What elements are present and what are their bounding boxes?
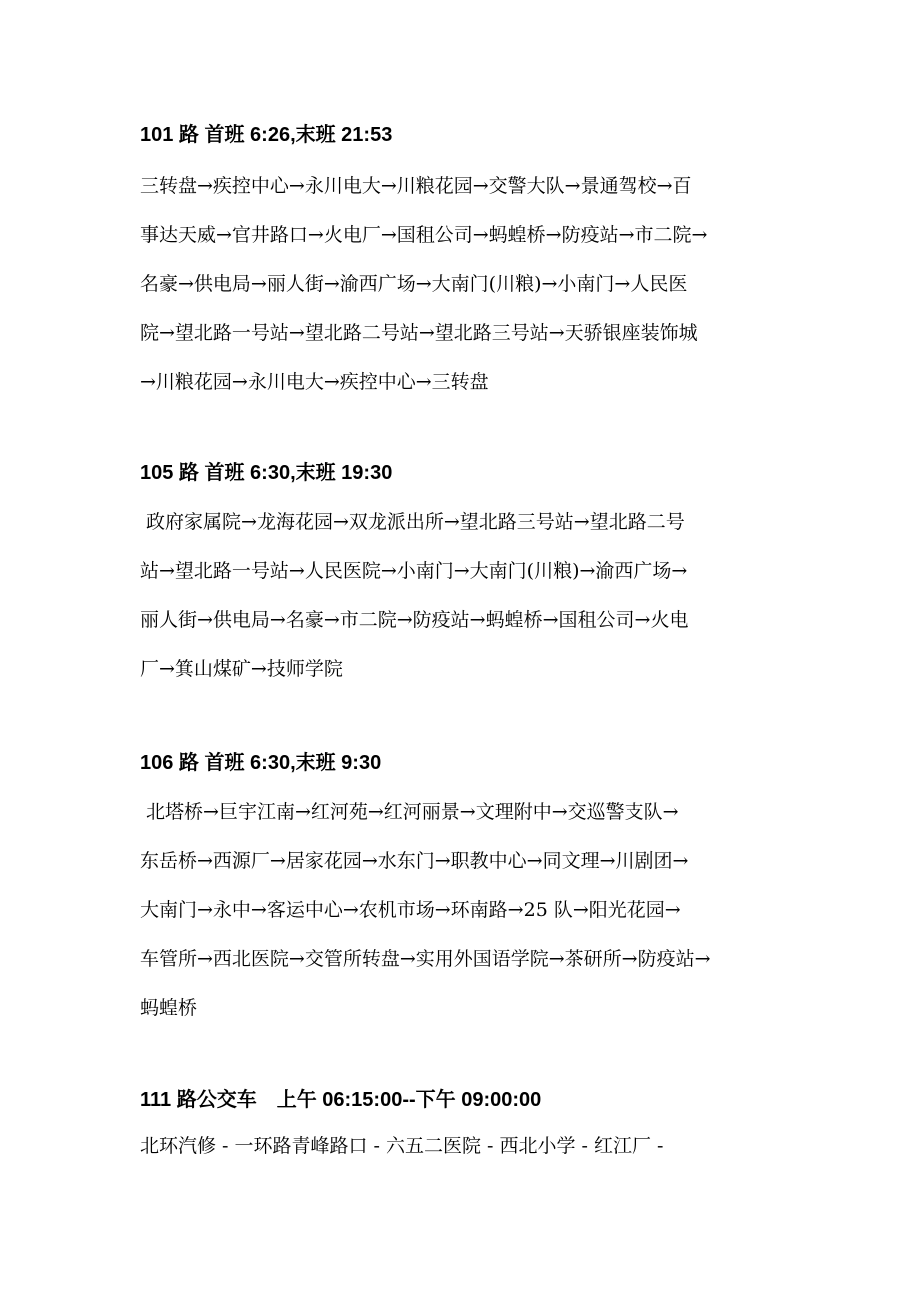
route-105-heading: 105 路 首班 6:30,末班 19:30: [140, 462, 393, 484]
route-105-line-2: 站→望北路一号站→人民医院→小南门→大南门(川粮)→渝西广场→: [140, 560, 688, 582]
route-111-stops: [140, 1122, 782, 1171]
route-111-line-1: 北环汽修 - 一环路青峰路口 - 六五二医院 - 西北小学 - 红江厂 -: [140, 1135, 664, 1157]
route-106-line-1: 北塔桥→巨宇江南→红河苑→红河丽景→文理附中→交巡警支队→: [140, 801, 679, 823]
route-106-heading: 106 路 首班 6:30,末班 9:30: [140, 752, 382, 774]
route-101-line-3: 名豪→供电局→丽人街→渝西广场→大南门(川粮)→小南门→人民医: [140, 273, 688, 295]
route-105-line-4: 厂→箕山煤矿→技师学院: [140, 658, 343, 680]
route-106-line-5: 蚂蝗桥: [140, 997, 198, 1019]
route-106-line-3: 大南门→永中→客运中心→农机市场→环南路→25 队→阳光花园→: [140, 899, 681, 921]
route-101-line-4: 院→望北路一号站→望北路二号站→望北路三号站→天骄银座装饰城: [140, 322, 698, 344]
route-101-heading: 101 路 首班 6:26,末班 21:53: [140, 124, 393, 146]
route-106-line-4: 车管所→西北医院→交管所转盘→实用外国语学院→茶研所→防疫站→: [140, 948, 711, 970]
route-101-stops: [140, 162, 782, 407]
route-101-line-2: 事达天威→官井路口→火电厂→国租公司→蚂蝗桥→防疫站→市二院→: [140, 224, 708, 246]
route-101-line-1: 三转盘→疾控中心→永川电大→川粮花园→交警大队→景通驾校→百: [140, 175, 692, 197]
route-105-line-3: 丽人街→供电局→名豪→市二院→防疫站→蚂蝗桥→国租公司→火电: [140, 609, 689, 631]
route-106-stops: [140, 788, 782, 1033]
route-106-line-2: 东岳桥→西源厂→居家花园→水东门→职教中心→同文理→川剧团→: [140, 850, 689, 872]
route-105-line-1: 政府家属院→龙海花园→双龙派出所→望北路三号站→望北路二号: [140, 511, 685, 533]
route-111-heading: 111 路公交车 上午 06:15:00--下午 09:00:00: [140, 1089, 542, 1111]
route-105-stops: [140, 498, 782, 694]
route-101-line-5: →川粮花园→永川电大→疾控中心→三转盘: [140, 371, 489, 393]
